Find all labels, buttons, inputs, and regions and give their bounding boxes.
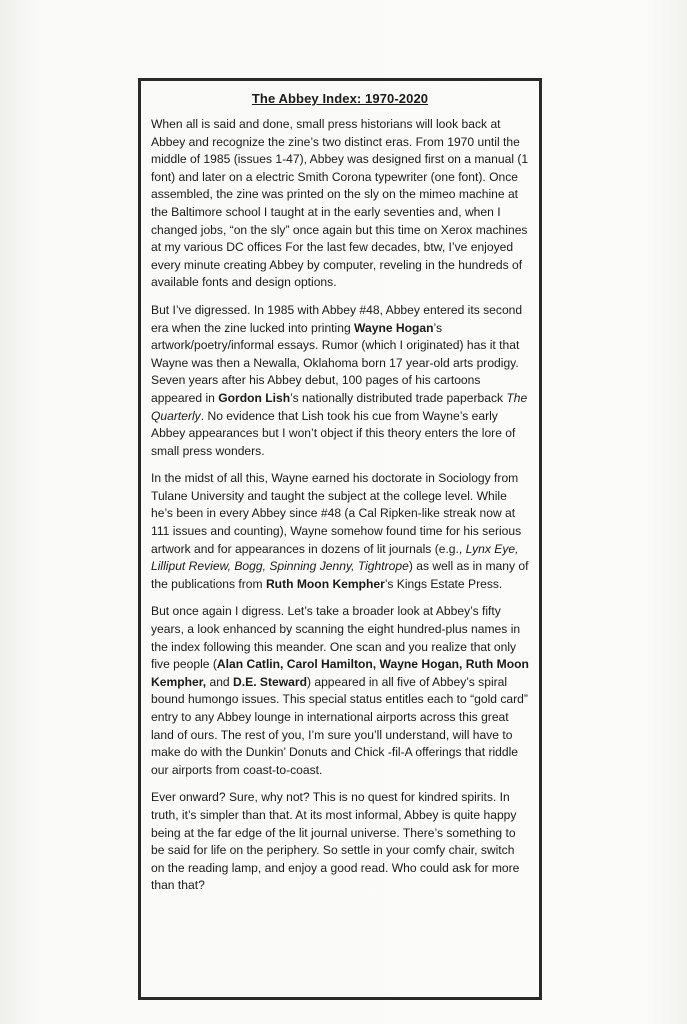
text-run: But I’ve digressed. In 1985 with Abbey #48, Abbey entered its second era when the zine lucked into printing	[151, 302, 523, 335]
document-title: The Abbey Index: 1970-2020	[251, 91, 429, 106]
bold-name: Wayne Hogan	[354, 320, 434, 335]
text-run: and	[206, 674, 234, 689]
text-run: ) appeared in all five of Abbey’s spiral bound humongo issues. This special status entitles each to “gold card” entry to any Abbey lounge in international airports across this great land of ours. The rest of you, I’m sure you’ll understand, will have to make do with the Dunkin’ Donuts and Chick -fil-A offerings that riddle our airports from coast-to-coast.	[151, 674, 528, 777]
text-run: But once again I digress. Let’s take a broader look at Abbey’s fifty years, a look enhanced by scanning the eight hundred-plus names in the index following this meander. One scan and you realize that only five people (	[151, 604, 521, 672]
text-run: ’s nationally distributed trade paperback	[290, 390, 507, 405]
document-border-box	[138, 78, 542, 1000]
bold-name: Ruth Moon Kempher	[265, 576, 385, 591]
text-run: In the midst of all this, Wayne earned his doctorate in Sociology from Tulane University and taught the subject at the college level. While he’s been in every Abbey since #48 (a Cal Ripken-like streak now at 111 issues and counting), Wayne somehow found time for his serious artwork and for appearances in dozens of lit journals (e.g.,	[151, 471, 522, 556]
text-run: ’s Kings Estate Press.	[384, 576, 503, 591]
italic-title: Lynx Eye, Lilliput Review, Bogg, Spinning Jenny, Tightrope	[151, 541, 519, 574]
paragraph	[151, 302, 529, 460]
text-run: When all is said and done, small press historians will look back at Abbey and recognize the zine’s two distinct eras. From 1970 until the middle of 1985 (issues 1-47), Abbey was designed first on a manual (1 font) and later on a electric Smith Corona typewriter (one font). Once assembled, the zine was printed on the sly on the mimeo machine at the Baltimore school I taught at in the early seventies and, when I changed jobs, “on the sly” once again but this time on Xerox machines at my various DC offices For the last few decades, btw, I’ve enjoyed every minute creating Abbey by computer, reveling in the hundreds of available fonts and design options.	[151, 117, 529, 290]
paragraph	[151, 116, 529, 292]
paragraph	[151, 789, 529, 895]
paragraph	[151, 603, 529, 779]
bold-name: D.E. Steward	[233, 674, 307, 689]
text-run: ’s artwork/poetry/informal essays. Rumor (which I originated) has it that Wayne was then a Newalla, Oklahoma born 17 year-old arts prodigy. Seven years after his Abbey debut, 100 pages of his cartoons appeared in	[151, 320, 520, 405]
bold-name: Alan Catlin, Carol Hamilton, Wayne Hogan, Ruth Moon Kempher,	[151, 657, 529, 689]
text-run: Ever onward? Sure, why not? This is no quest for kindred spirits. In truth, it’s simpler than that. At its most informal, Abbey is quite happy being at the far edge of the lit journal universe. There’s something to be said for life on the periphery. So settle in your comfy chair, switch on the reading lamp, and enjoy a good read. Who could ask for more than that?	[151, 790, 520, 893]
italic-title: The Quarterly	[151, 390, 528, 423]
text-run: . No evidence that Lish took his cue from Wayne’s early Abbey appearances but I won’t object if this theory enters the lore of small press wonders.	[151, 408, 516, 458]
document-body	[151, 116, 529, 895]
bold-name: Gordon Lish	[218, 390, 291, 405]
text-run: ) as well as in many of the publications from	[151, 559, 529, 591]
paragraph	[151, 470, 529, 593]
